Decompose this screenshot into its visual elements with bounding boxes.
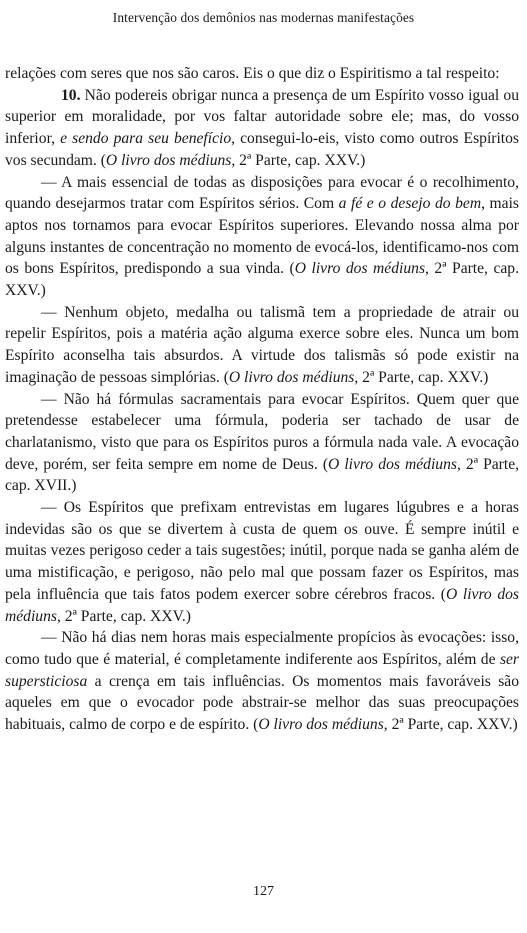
book-title: O livro dos médiuns [5,585,519,625]
book-title: O livro dos médiuns [258,716,384,734]
running-header: Intervenção dos demônios nas modernas manifestações [112,10,415,25]
page-number: 127 [253,884,274,899]
book-title: O livro dos médiuns [294,260,426,278]
book-title: O livro dos médiuns [105,151,232,169]
paragraph: — Nenhum objeto, medalha ou talismã tem a propriedade de atrair ou repelir Espíritos, pois a matéria ação alguma exerce sobre eles. Nunca um bom Espírito aconselha tais absurdos. A virtude dos talismãs só pode existir na imaginação de pessoas simplórias. (O livro dos médiuns, 2ª Parte, cap. XXV.) [5,303,519,386]
book-title: O livro dos médiuns [228,368,355,386]
paragraph: — A mais essencial de todas as disposições para evocar é o recolhimento, quando desejarmos tratar com Espíritos sérios. Com a fé e o desejo do bem, mais aptos nos tornamos para evocar Espíritos superiores. Elevando nossa alma por alguns instantes de concentração no momento de evocá-los, identificamo-nos com os bons Espíritos, predispondo a sua vinda. (O livro dos médiuns, 2ª Parte, cap. XXV.) [5,173,520,300]
paragraph: relações com seres que nos são caros. Eis o que diz o Espiritismo a tal respeito: [5,65,500,82]
paragraph-numbered: 10. Não podereis obrigar nunca a presença de um Espírito vosso igual ou superior em moralidade, por vos faltar autoridade sobre ele; mas, do vosso inferior, e sendo para seu benefício, consegui-lo-eis, visto como outros Espíritos vos secundam. (O livro dos médiuns, 2ª Parte, cap. XXV.) [5,86,519,169]
book-title: O livro dos médiuns [328,455,457,473]
paragraph: — Os Espíritos que prefixam entrevistas em lugares lúgubres e a horas indevidas são os que se divertem à custa de quem os ouve. É sempre inútil e muitas vezes perigoso ceder a tais sugestões; inútil, porque nada se ganha além de uma mistificação, e perigoso, não pelo mal que possam fazer os Espíritos, mas pela influência que tais fatos podem exercer sobre cérebros fracos. (O livro dos médiuns, 2ª Parte, cap. XXV.) [5,499,519,625]
body-text [5,63,519,736]
item-number: 10. [61,86,81,104]
paragraph: — Não há dias nem horas mais especialmente propícios às evocações: isso, como tudo que é material, é completamente indiferente aos Espíritos, além de ser supersticiosa a crença em tais influências. Os momentos mais favoráveis são aqueles em que o evocador pode abstrair-se melhor das suas preocupações habituais, calmo de corpo e de espírito. (O livro dos médiuns, 2ª Parte, cap. XXV.) [5,629,519,734]
paragraph: — Não há fórmulas sacramentais para evocar Espíritos. Quem quer que pretendesse estabelecer uma fórmula, poderia ser tachado de usar de charlatanismo, visto que para os Espíritos puros a fórmula nada vale. A evocação deve, porém, ser feita sempre em nome de Deus. (O livro dos médiuns, 2ª Parte, cap. XVII.) [5,390,520,495]
